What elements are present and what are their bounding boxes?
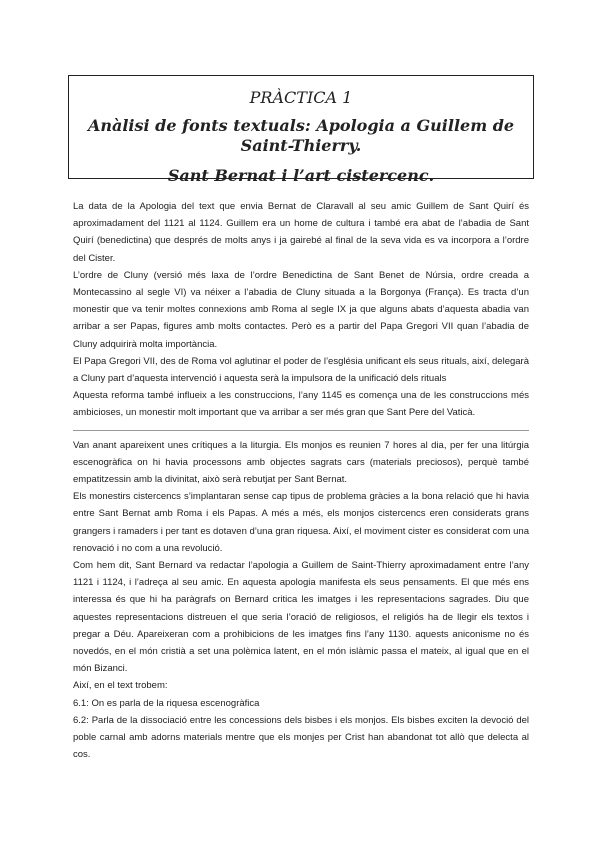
paragraph: 6.2: Parla de la dissociació entre les concessions dels bisbes i els monjos. Els bisbes exciten la devoció del poble carnal amb adorns materials mentre que els monjes per Crist han abandonat tot allò que delecta al cos.: [73, 714, 529, 761]
paragraph: L’ordre de Cluny (versió més laxa de l’ordre Benedictina de Sant Benet de Núrsia, ordre creada a Montecassino al segle VI) va néixer a l’abadia de Cluny situada a la Borgonya (França). Es tracta d’un monestir que va tenir moltes connexions amb Roma al segle IX ja que alguns abats d’aquesta abadia van arribar a ser Papas, figures amb molts contactes. Però es a partir del Papa Gregori VII quan l’abadia de Cluny adquirirà molta importància.: [73, 269, 529, 350]
paragraph: Els monestirs cistercencs s’implantaran sense cap tipus de problema gràcies a la bona relació que hi havia entre Sant Bernat amb Roma i els Papas. A més a més, els monjos cistercencs eren considerats grans grangers i ramaders i per tant es dotaven d’una gran riquesa. Així, el moviment cister es considerat com una renovació i no com a una revolució.: [73, 491, 529, 554]
page-title: PRÀCTICA 1: [249, 88, 353, 107]
paragraph: El Papa Gregori VII, des de Roma vol aglutinar el poder de l’església unificant els seus rituals, així, delegarà a Cluny part d’aquesta intervenció i aquesta serà la impulsora de la unificació dels rituals: [73, 355, 529, 385]
document-body: [73, 198, 529, 764]
page-subtitle-2: Sant Bernat i l’art cistercenc.: [167, 166, 435, 185]
page-subtitle: Anàlisi de fonts textuals: Apologia a Guillem de Saint-Thierry.: [87, 116, 515, 155]
paragraph: Van anant apareixent unes crítiques a la liturgia. Els monjos es reunien 7 hores al dia, per fer una litúrgia escenogràfica on hi havia processons amb objectes sagrats cars (materials preciosos), perquè també empatitzessin amb la divinitat, això serà rebutjat per Sant Bernat.: [73, 439, 529, 486]
section-divider: [73, 430, 529, 431]
title-box: [68, 75, 534, 185]
paragraph: Com hem dit, Sant Bernard va redactar l’apologia a Guillem de Saint-Thierry aproximadament entre l’any 1121 i 1124, i l’adreça al seu amic. En aquesta apologia manifesta els seus pensaments. El que més ens interessa és que hi ha paràgrafs on Bernard critica les imatges i les representacions sagrades. Diu que aquestes representacions distreuen el que seria l’oració de religiosos, el religiós ha de llegir els textos i pregar a Déu. Apareixeran com a prohibicions de les imatges fins l’any 1130. aquests aniconisme no és novedós, en el món cristià a set una polèmica latent, en el món islàmic passa el mateix, al igual que en el món Bizanci.: [73, 560, 529, 675]
paragraph: 6.1: On es parla de la riquesa escenogràfica: [73, 697, 260, 709]
paragraph: Així, en el text trobem:: [73, 680, 168, 692]
paragraph: La data de la Apologia del text que envia Bernat de Claravall al seu amic Guillem de Sant Quirí és aproximadament del 1121 al 1124. Guillem era un home de cultura i també era abat de l’abadia de Sant Quirí (benedictina) que després de molts anys i ja gairebé al final de la seva vida es va incorpora a l’ordre del Cister.: [73, 201, 529, 264]
paragraph: Aquesta reforma també influeix a les construccions, l’any 1145 es comença una de les construccions més ambicioses, un monestir molt important que va arribar a ser més gran que Sant Pere del Vaticà.: [73, 390, 529, 419]
